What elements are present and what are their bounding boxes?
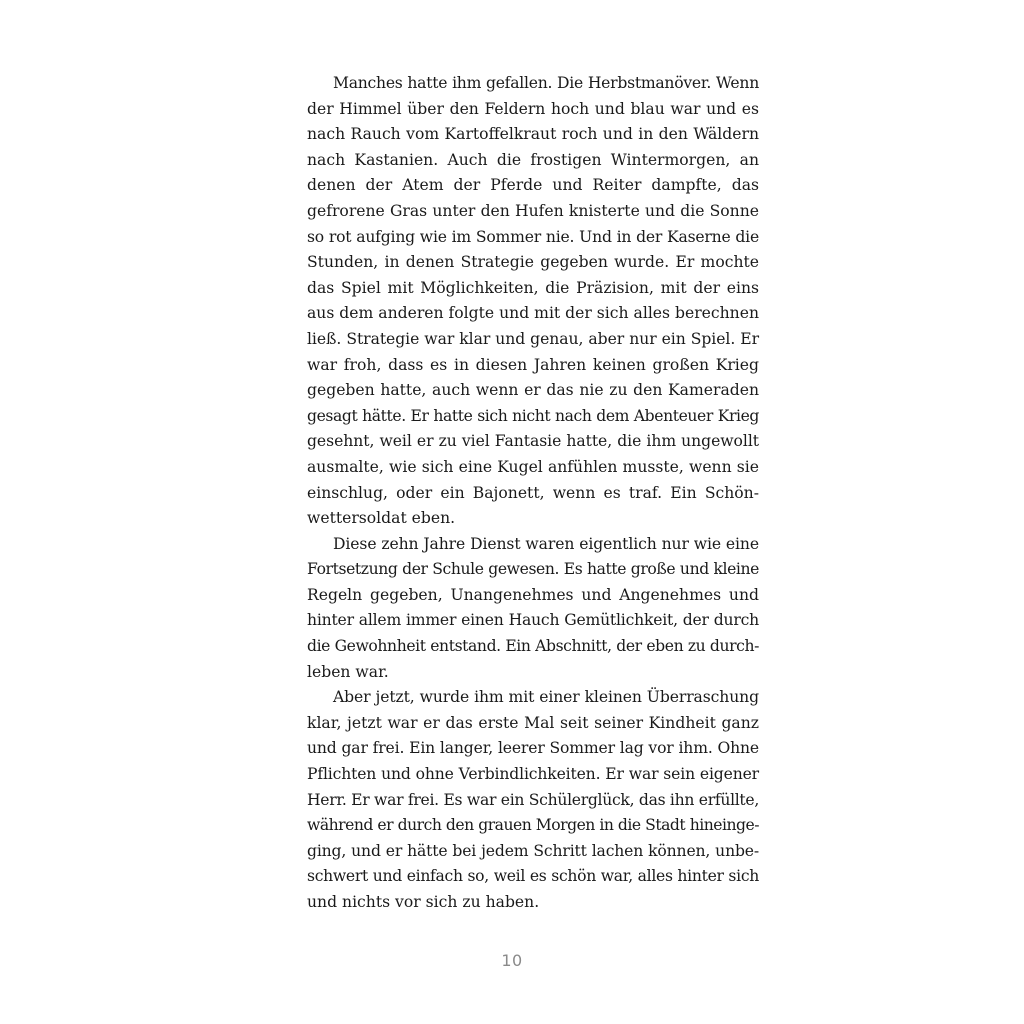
text-line: Herr. Er war frei. Es war ein Schülerglück, das ihn erfüllte, xyxy=(307,790,759,809)
text-line: nach Rauch vom Kartoffelkraut roch und in den Wäldern xyxy=(307,125,759,144)
text-line: der Himmel über den Feldern hoch und blau war und es xyxy=(307,99,759,118)
text-line: gesehnt, weil er zu viel Fantasie hatte, die ihm ungewollt xyxy=(307,432,759,451)
text-line: das Spiel mit Möglichkeiten, die Präzision, mit der eins xyxy=(307,278,759,297)
paragraph-1 xyxy=(307,71,759,532)
text-line: Stunden, in denen Strategie gegeben wurde. Er mochte xyxy=(307,253,759,272)
text-line: ließ. Strategie war klar und genau, aber nur ein Spiel. Er xyxy=(307,329,759,348)
paragraph-3 xyxy=(307,685,759,915)
text-line: Diese zehn Jahre Dienst waren eigentlich nur wie eine xyxy=(333,534,759,553)
text-line: Manches hatte ihm gefallen. Die Herbstmanöver. Wenn xyxy=(333,74,759,92)
text-line: gegeben hatte, auch wenn er das nie zu den Kameraden xyxy=(307,381,759,400)
text-line: gesagt hätte. Er hatte sich nicht nach dem Abenteuer Krieg xyxy=(307,406,759,425)
text-line: war froh, dass es in diesen Jahren keinen großen Krieg xyxy=(307,355,759,374)
text-line: aus dem anderen folgte und mit der sich alles berechnen xyxy=(307,304,759,323)
page-number: 10 xyxy=(501,951,523,970)
text-line: hinter allem immer einen Hauch Gemütlichkeit, der durch xyxy=(307,611,759,630)
text-line: nach Kastanien. Auch die frostigen Wintermorgen, an xyxy=(307,150,759,169)
text-line: während er durch den grauen Morgen in die Stadt hineinge- xyxy=(307,816,759,835)
paragraph-2 xyxy=(307,532,759,686)
text-line: klar, jetzt war er das erste Mal seit seiner Kindheit ganz xyxy=(307,713,759,732)
text-line: gefrorene Gras unter den Hufen knisterte und die Sonne xyxy=(307,201,759,220)
text-line: so rot aufging wie im Sommer nie. Und in der Kaserne die xyxy=(307,227,759,246)
text-line: leben war. xyxy=(307,662,389,681)
text-line: ging, und er hätte bei jedem Schritt lachen können, unbe- xyxy=(307,841,759,860)
body-text xyxy=(307,71,759,916)
text-line: und gar frei. Ein langer, leerer Sommer lag vor ihm. Ohne xyxy=(307,739,759,758)
text-line: Fortsetzung der Schule gewesen. Es hatte große und kleine xyxy=(307,560,759,579)
text-line: einschlug, oder ein Bajonett, wenn es traf. Ein Schön- xyxy=(307,483,759,502)
text-line: Pflichten und ohne Verbindlichkeiten. Er war sein eigener xyxy=(307,765,759,784)
text-line: die Gewohnheit entstand. Ein Abschnitt, der eben zu durch- xyxy=(307,637,759,656)
text-line: schwert und einfach so, weil es schön war, alles hinter sich xyxy=(307,867,759,886)
text-line: ausmalte, wie sich eine Kugel anfühlen musste, wenn sie xyxy=(307,457,759,476)
text-line: Regeln gegeben, Unangenehmes und Angenehmes und xyxy=(307,585,759,604)
text-line: denen der Atem der Pferde und Reiter dampfte, das xyxy=(307,176,759,195)
text-line: Aber jetzt, wurde ihm mit einer kleinen Überraschung xyxy=(333,688,759,707)
text-line: wettersoldat eben. xyxy=(307,509,456,528)
text-line: und nichts vor sich zu haben. xyxy=(307,893,540,911)
